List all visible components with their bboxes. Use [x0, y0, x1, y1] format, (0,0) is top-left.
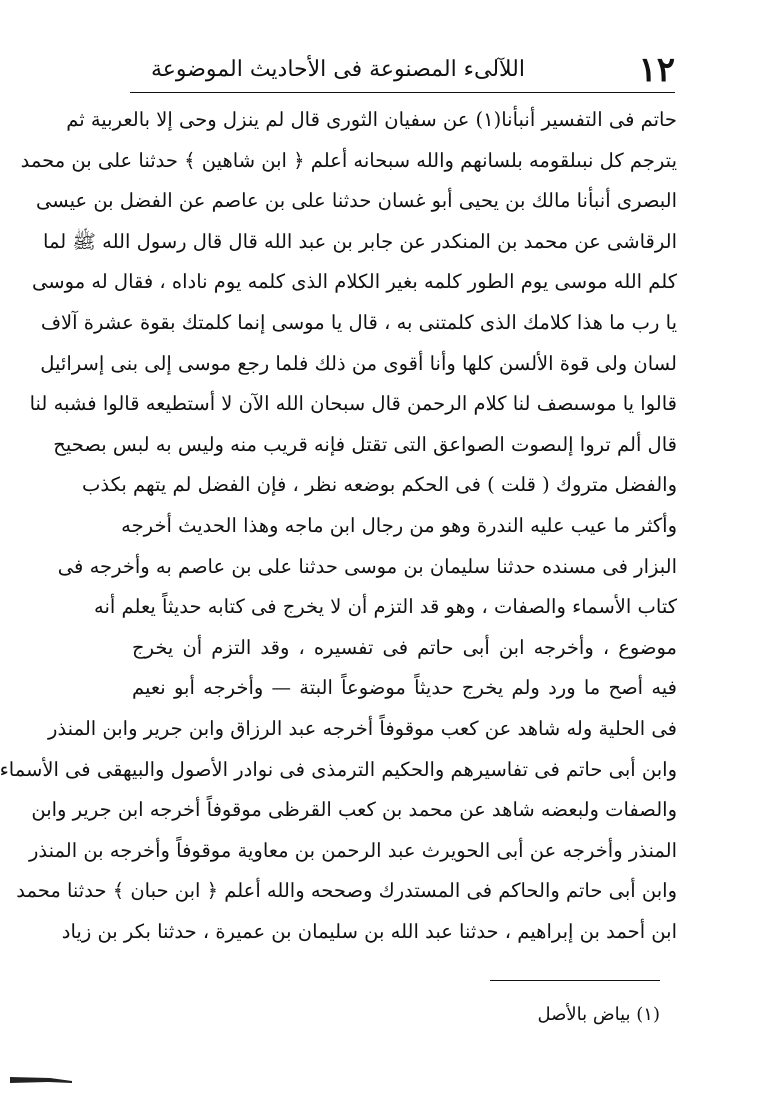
- text-line: كلم الله موسى يوم الطور كلمه بغير الكلام الذى كلمه يوم ناداه ، فقال له موسى: [32, 270, 677, 294]
- text-line: البزار فى مسنده حدثنا سليمان بن موسى حدثنا على بن عاصم به وأخرجه فى: [57, 554, 677, 578]
- text-line: وابن أبى حاتم فى تفاسيرهم والحكيم الترمذى فى نوادر الأصول والبيهقى فى الأسماء: [0, 757, 677, 781]
- text-line: والصفات ولبعضه شاهد عن محمد بن كعب القرظى موقوفاً أخرجه ابن جرير وابن: [31, 798, 677, 822]
- page-header: [130, 48, 675, 92]
- text-line: حاتم فى التفسير أنبأنا(١) عن سفيان الثورى قال لم ينزل وحى إلا بالعربية ثم: [66, 108, 677, 131]
- text-line: والفضل متروك ( قلت ) فى الحكم بوضعه نظر ، فإن الفضل لم يتهم بكذب: [82, 473, 677, 497]
- body-text: [0, 100, 677, 952]
- header-rule: [130, 92, 675, 93]
- footnote-rule: [490, 980, 660, 981]
- running-title: اللآلىء المصنوعة فى الأحاديث الموضوعة: [150, 57, 525, 82]
- text-line: وابن أبى حاتم والحاكم فى المستدرك وصححه والله أعلم ﴿ ابن حبان ﴾ حدثنا محمد: [16, 879, 677, 903]
- text-line: لسان ولى قوة الألسن كلها وأنا أقوى من ذلك فلما رجع موسى إلى بنى إسرائيل: [40, 351, 677, 375]
- text-line: قال ألم تروا إلىصوت الصواعق التى تقتل فإنه قريب منه وليس به لبس بصحيح: [53, 432, 677, 456]
- footnote: (١) بياض بالأصل: [537, 1004, 660, 1025]
- text-line: يا رب ما هذا كلامك الذى كلمتنى به ، قال يا موسى إنما كلمتك بقوة عشرة آلاف: [40, 310, 677, 334]
- scan-edge-mark: [10, 1075, 72, 1085]
- text-line: فى الحلية وله شاهد عن كعب موقوفاً أخرجه عبد الرزاق وابن جرير وابن المنذر: [48, 716, 677, 740]
- text-line: كتاب الأسماء والصفات ، وهو قد التزم أن لا يخرج فى كتابه حديثاً يعلم أنه: [94, 595, 677, 619]
- text-line: فيه أصح ما ورد ولم يخرج حديثاً موضوعاً البتة — وأخرجه أبو نعيم: [132, 676, 677, 700]
- text-line: قالوا يا موسىصف لنا كلام الرحمن قال سبحان الله الآن لا أستطيعه قالوا فشبه لنا: [29, 392, 677, 416]
- text-line: الرقاشى عن محمد بن المنكدر عن جابر بن عبد الله قال قال رسول الله ﷺ لما: [43, 229, 677, 253]
- text-line: ابن أحمد بن إبراهيم ، حدثنا عبد الله بن سليمان بن عميرة ، حدثنا بكر بن زياد: [61, 919, 677, 943]
- text-line: موضوع ، وأخرجه ابن أبى حاتم فى تفسيره ، وقد التزم أن يخرج: [132, 635, 677, 659]
- page-number: ١٢: [638, 50, 675, 90]
- text-line: وأكثر ما عيب عليه الندرة وهو من رجال ابن ماجه وهذا الحديث أخرجه: [121, 513, 677, 537]
- text-line: يترجم كل نبىلقومه بلسانهم والله سبحانه أعلم ﴿ ابن شاهين ﴾ حدثنا على بن محمد: [20, 148, 677, 172]
- text-line: البصرى أنبأنا مالك بن يحيى أبو غسان حدثنا على بن عاصم عن الفضل بن عيسى: [35, 189, 677, 213]
- text-line: المنذر وأخرجه عن أبى الحويرث عبد الرحمن بن معاوية موقوفاً وأخرجه بن المنذر: [28, 838, 677, 862]
